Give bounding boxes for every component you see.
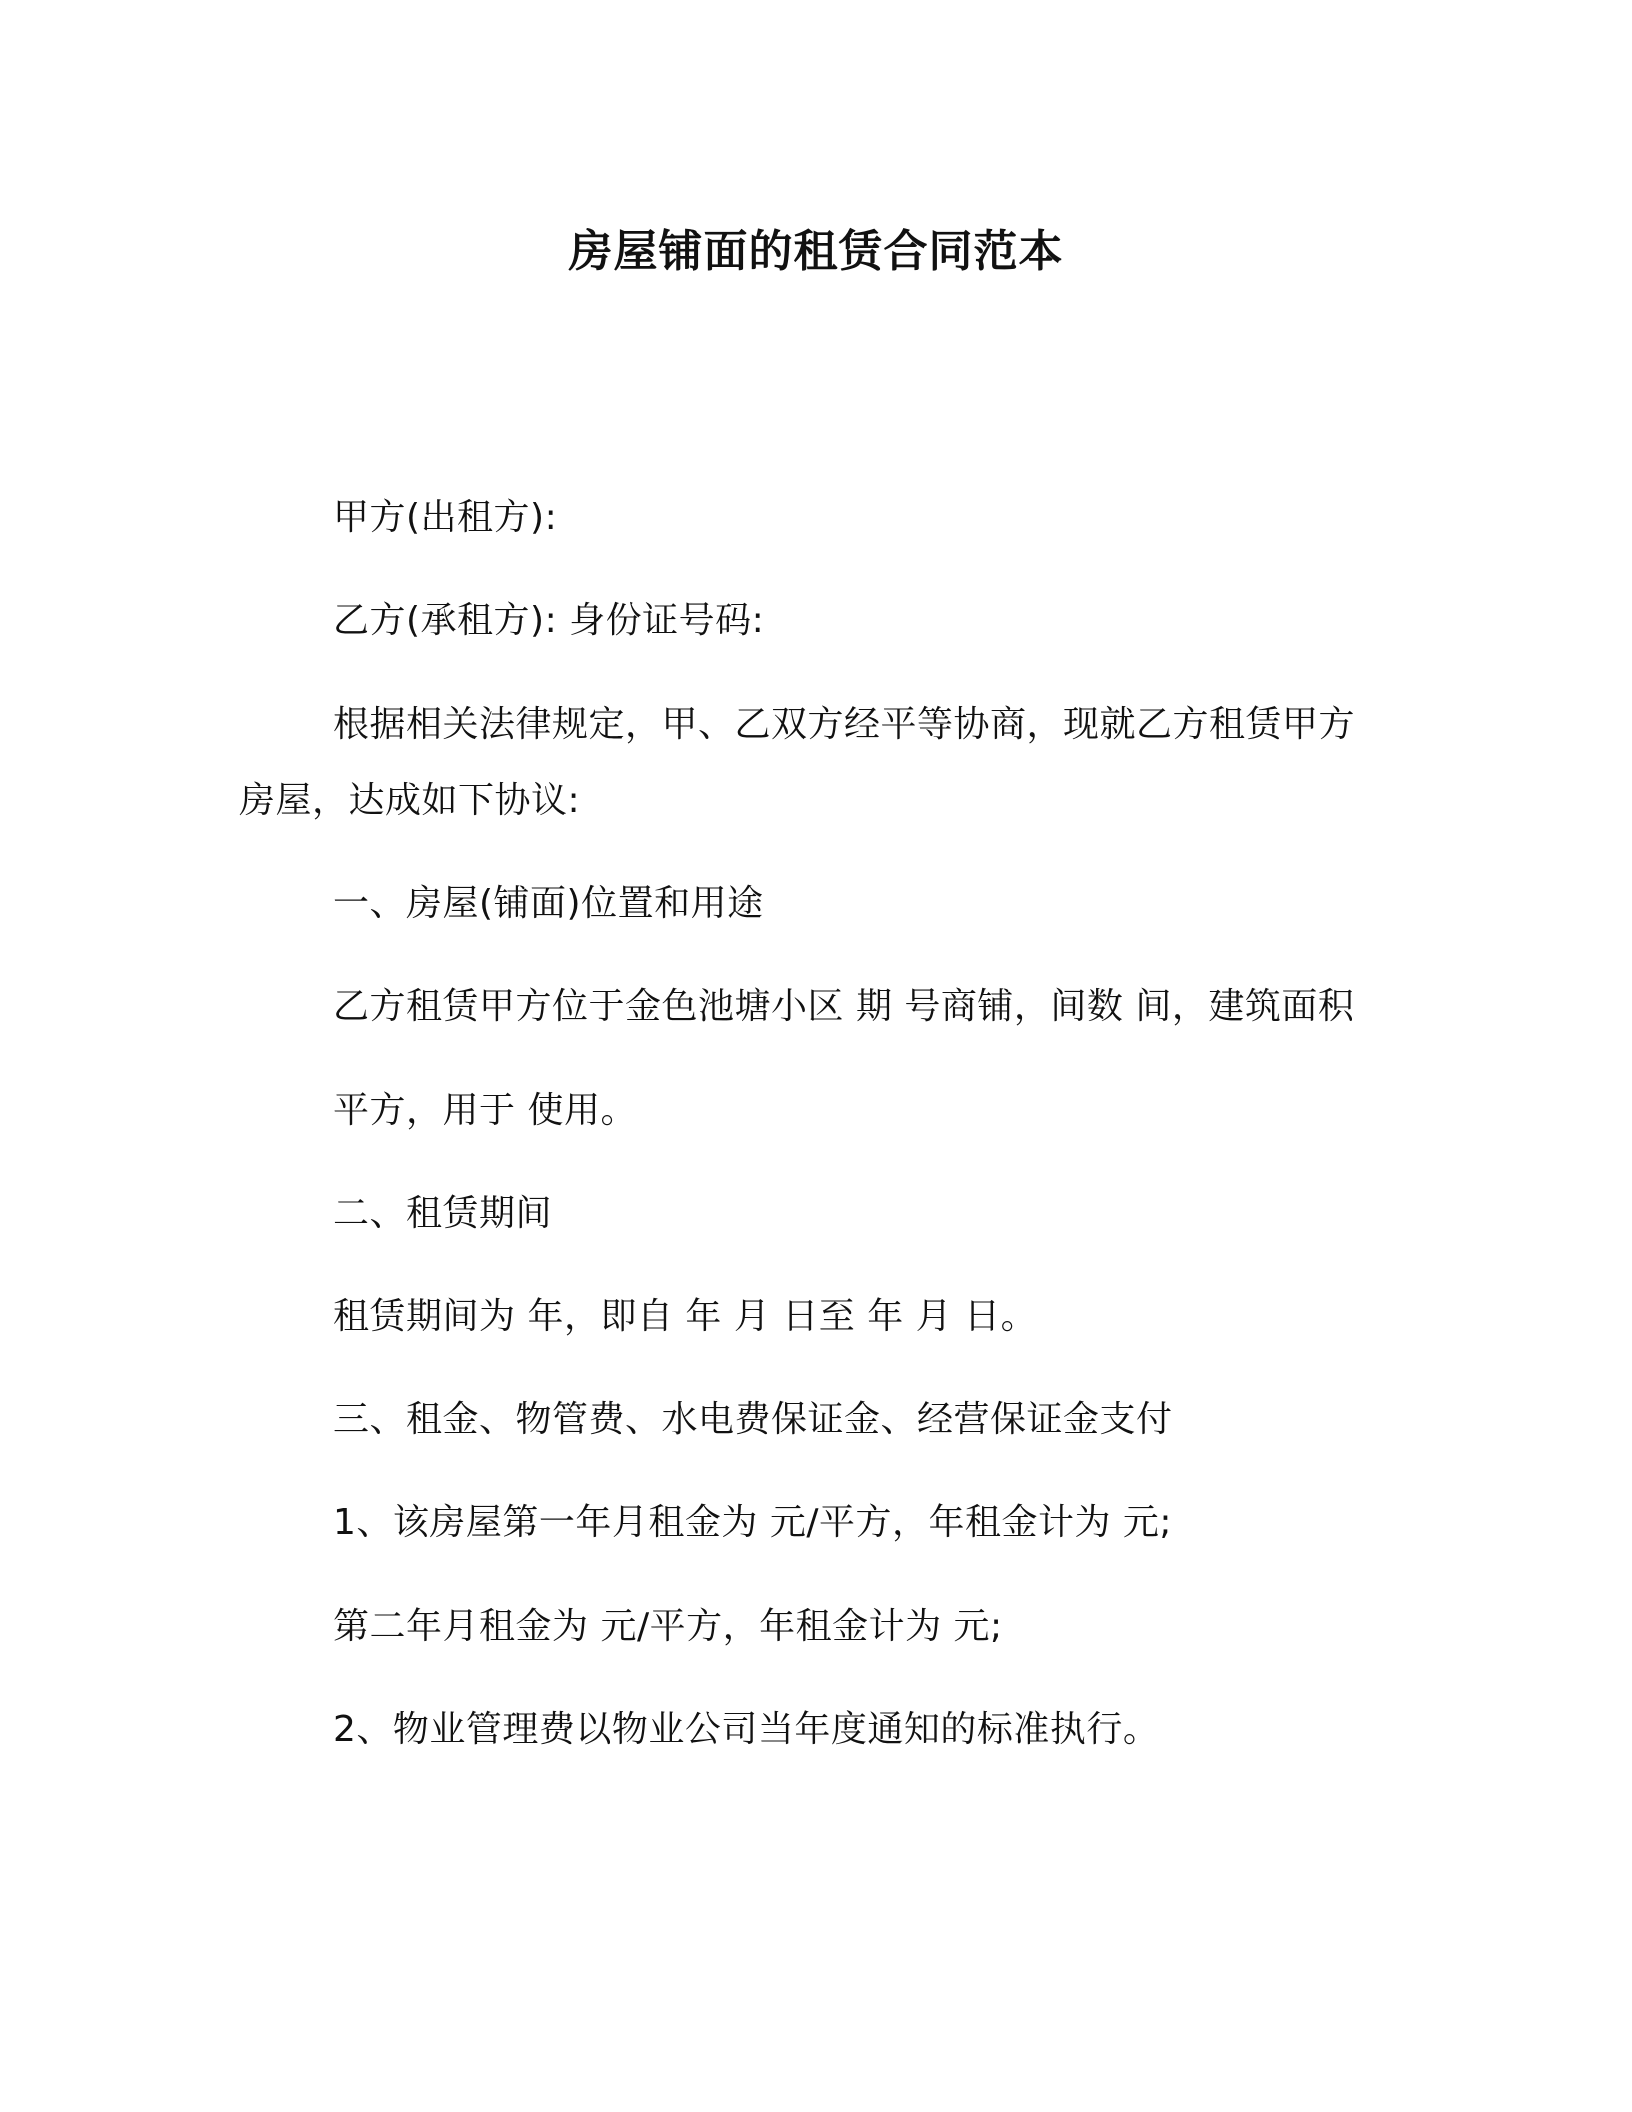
party-b-line: 乙方(承租方): 身份证号码:	[333, 600, 765, 641]
party-a-line: 甲方(出租方):	[333, 497, 558, 538]
section-3-heading: 三、租金、物管费、水电费保证金、经营保证金支付	[333, 1399, 1173, 1440]
section-3-item-1-cont: 第二年月租金为 元/平方，年租金计为 元;	[333, 1606, 1003, 1647]
section-1-text-1: 乙方租赁甲方位于金色池塘小区 期 号商铺，间数 间，建筑面积	[333, 986, 1355, 1027]
section-3-item-2: 2、物业管理费以物业公司当年度通知的标准执行。	[333, 1709, 1160, 1750]
document-title: 房屋铺面的租赁合同范本	[568, 226, 1064, 277]
preamble-line-2: 房屋，达成如下协议:	[239, 780, 581, 821]
section-1-text-2: 平方，用于 使用。	[333, 1090, 637, 1131]
section-1-heading: 一、房屋(铺面)位置和用途	[333, 883, 764, 924]
preamble-line-1: 根据相关法律规定，甲、乙双方经平等协商，现就乙方租赁甲方	[333, 704, 1356, 745]
section-2-heading: 二、租赁期间	[333, 1193, 553, 1234]
section-2-text: 租赁期间为 年，即自 年 月 日至 年 月 日。	[333, 1296, 1038, 1337]
section-3-item-1: 1、该房屋第一年月租金为 元/平方，年租金计为 元;	[333, 1502, 1173, 1543]
